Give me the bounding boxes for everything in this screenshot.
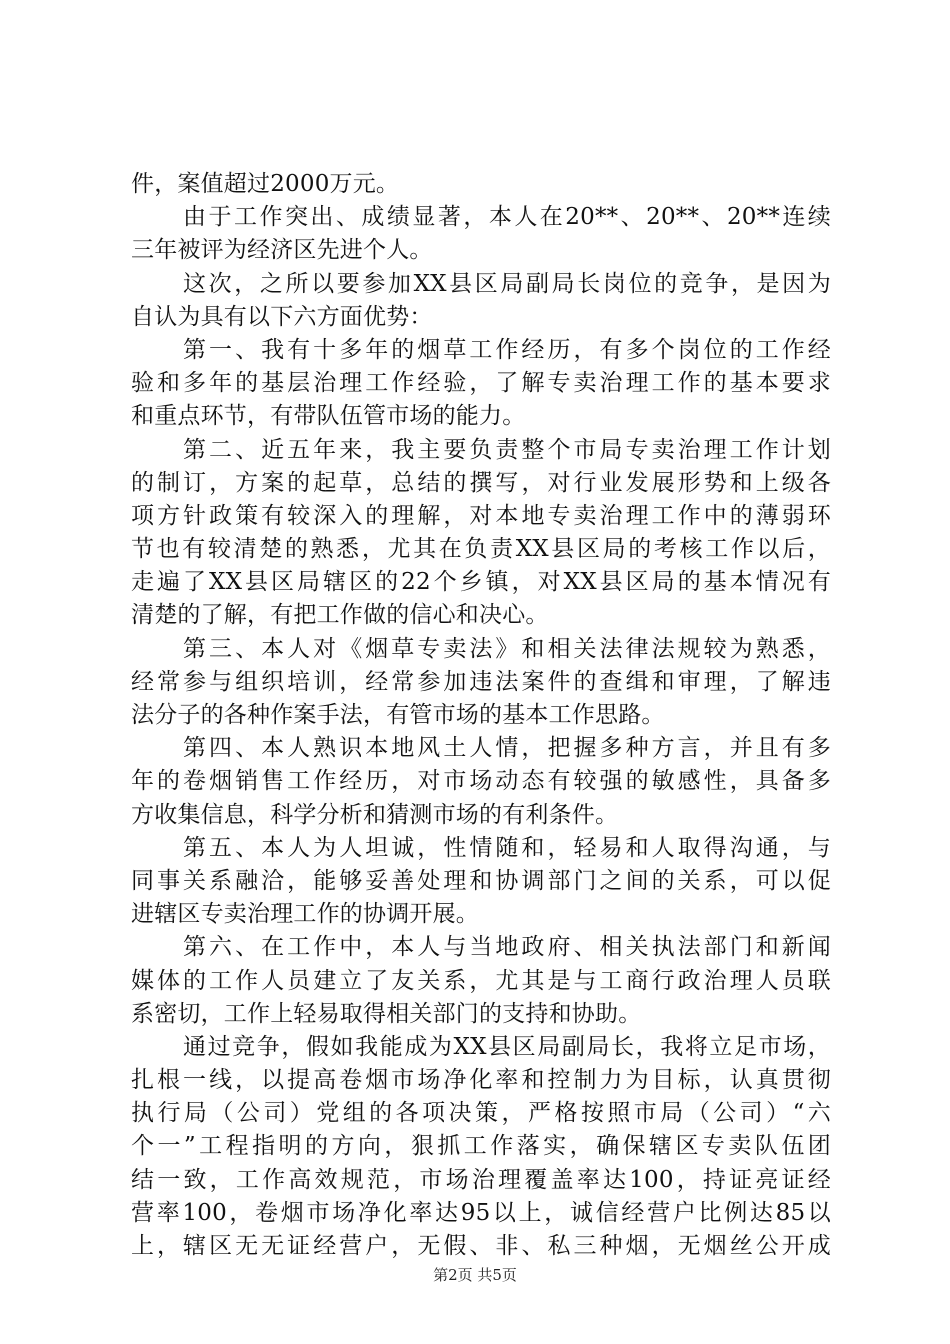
text-line: 进辖区专卖治理工作的协调开展。: [131, 901, 479, 928]
text-line: 第四、本人熟识本地风土人情，把握多种方言，并且有多: [183, 735, 831, 762]
text-line: 执行局（公司）党组的各项决策，严格按照市局（公司）“六: [131, 1100, 831, 1127]
text-line: 由于工作突出、成绩显著，本人在20**、20**、20**连续: [183, 204, 831, 231]
text-line: 第二、近五年来，我主要负责整个市局专卖治理工作计划: [183, 436, 831, 463]
text-line: 三年被评为经济区先进个人。: [131, 237, 433, 264]
text-line: 上，辖区无无证经营户，无假、非、私三种烟，无烟丝公开成: [131, 1233, 831, 1259]
text-line: 的制订，方案的起草，总结的撰写，对行业发展形势和上级各: [131, 469, 831, 496]
text-line: 验和多年的基层治理工作经验，了解专卖治理工作的基本要求: [131, 370, 831, 397]
text-line: 个一”工程指明的方向，狠抓工作落实，确保辖区专卖队伍团: [131, 1133, 831, 1160]
text-line: 媒体的工作人员建立了友关系，尤其是与工商行政治理人员联: [131, 967, 831, 994]
text-line: 结一致，工作高效规范，市场治理覆盖率达100，持证亮证经: [131, 1166, 831, 1193]
text-line: 法分子的各种作案手法，有管市场的基本工作思路。: [131, 702, 665, 728]
text-line: 和重点环节，有带队伍管市场的能力。: [131, 403, 526, 430]
text-line: 第三、本人对《烟草专卖法》和相关法律法规较为熟悉，: [183, 635, 831, 662]
text-line: 走遍了XX县区局辖区的22个乡镇，对XX县区局的基本情况有: [131, 569, 831, 596]
text-line: 同事关系融洽，能够妥善处理和协调部门之间的关系，可以促: [131, 867, 831, 894]
text-line: 第五、本人为人坦诚，性情随和，轻易和人取得沟通，与: [183, 834, 831, 861]
page-number-footer: 第2页 共5页: [433, 1266, 517, 1284]
text-line: 营率100，卷烟市场净化率达95以上，诚信经营户比例达85以: [131, 1199, 831, 1226]
text-line: 系密切，工作上轻易取得相关部门的支持和协助。: [131, 1000, 642, 1027]
text-line: 节也有较清楚的熟悉，尤其在负责XX县区局的考核工作以后，: [131, 536, 831, 563]
text-line: 件，案值超过2000万元。: [131, 171, 400, 197]
text-line: 自认为具有以下六方面优势：: [131, 303, 433, 330]
text-line: 清楚的了解，有把工作做的信心和决心。: [131, 602, 549, 629]
text-line: 扎根一线，以提高卷烟市场净化率和控制力为目标，认真贯彻: [131, 1067, 831, 1094]
text-line: 经常参与组织培训，经常参加违法案件的查缉和审理，了解违: [131, 668, 831, 695]
text-line: 年的卷烟销售工作经历，对市场动态有较强的敏感性，具备多: [131, 768, 831, 795]
text-line: 通过竞争，假如我能成为XX县区局副局长，我将立足市场，: [183, 1033, 831, 1060]
document-body: [131, 168, 831, 1263]
text-line: 第六、在工作中，本人与当地政府、相关执法部门和新闻: [183, 934, 831, 961]
text-line: 方收集信息，科学分析和猜测市场的有利条件。: [131, 801, 619, 828]
text-line: 项方针政策有较深入的理解，对本地专卖治理工作中的薄弱环: [131, 502, 831, 529]
text-line: 这次，之所以要参加XX县区局副局长岗位的竞争，是因为: [183, 270, 831, 297]
text-line: 第一、我有十多年的烟草工作经历，有多个岗位的工作经: [183, 336, 831, 363]
